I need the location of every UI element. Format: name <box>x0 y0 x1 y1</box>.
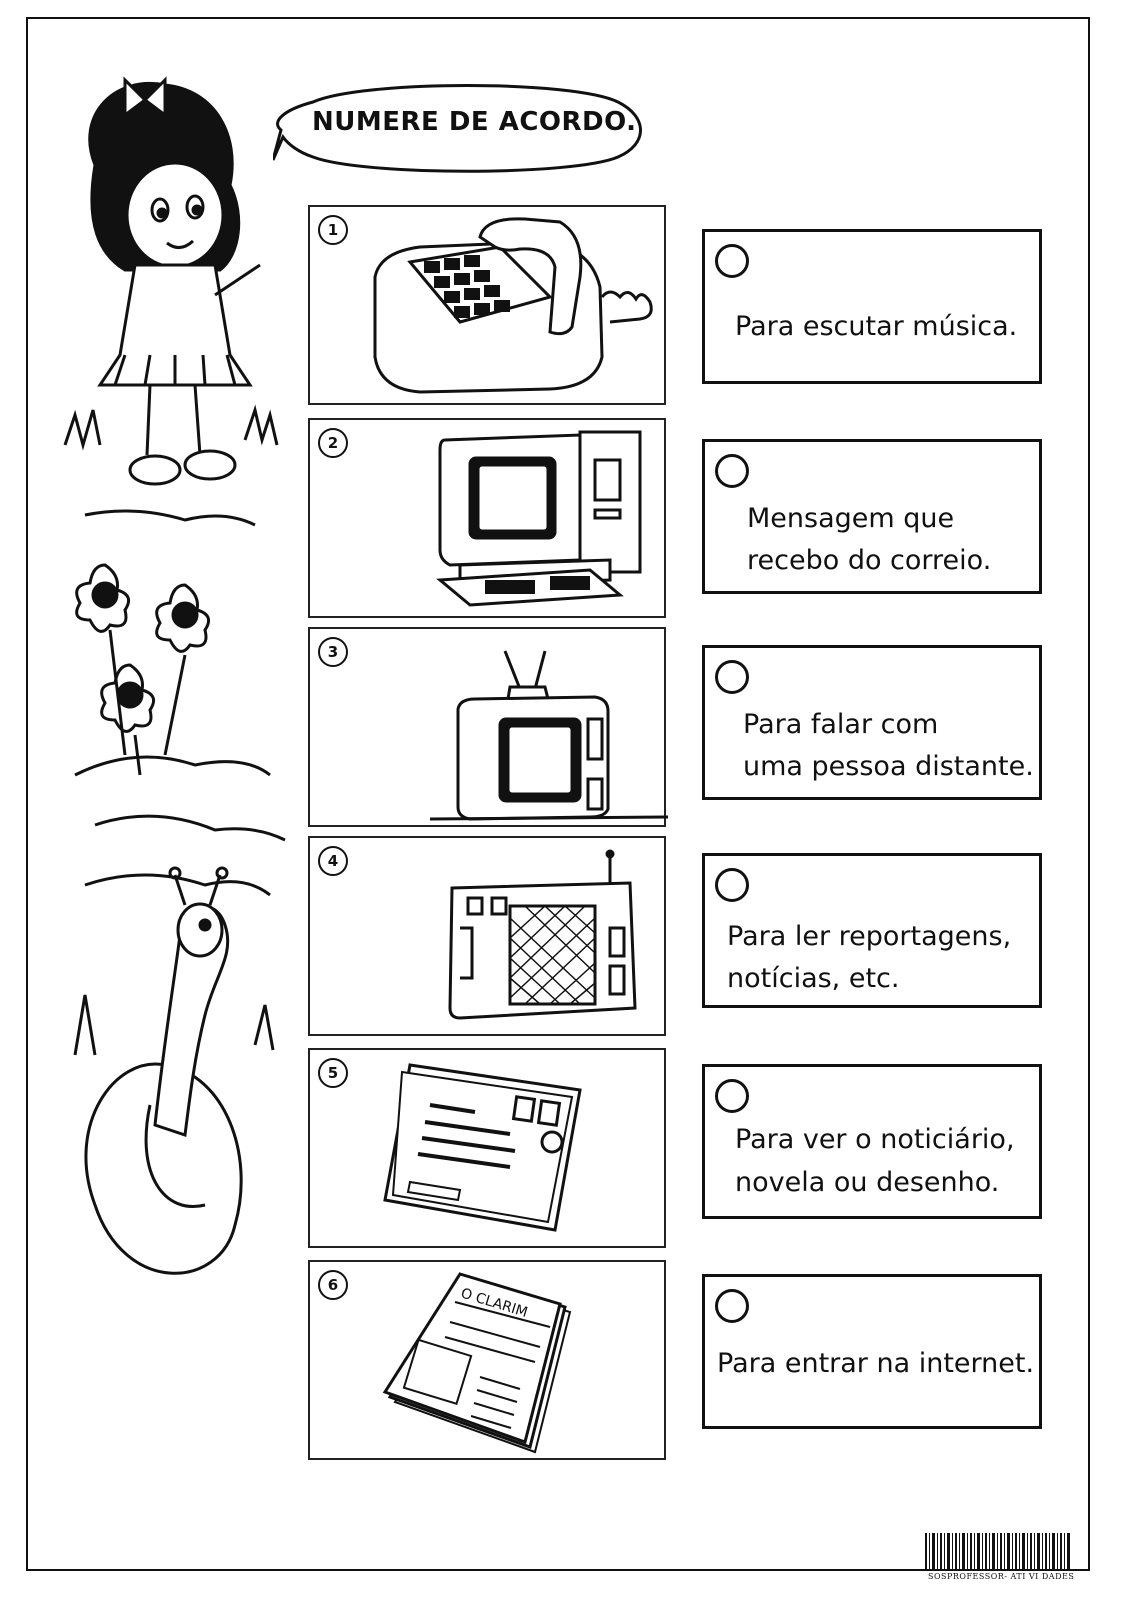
picture-box-4 <box>308 836 666 1036</box>
description-text: Para falar com <box>743 709 939 740</box>
description-box-6 <box>702 1274 1042 1429</box>
picture-box-6 <box>308 1260 666 1460</box>
description-box-4 <box>702 853 1042 1008</box>
newspaper-masthead: O CLARIM <box>458 1285 530 1321</box>
letter-icon <box>310 1050 668 1250</box>
answer-circle[interactable] <box>715 244 749 278</box>
description-box-1 <box>702 229 1042 384</box>
description-text: Para ver o noticiário, <box>735 1124 1015 1155</box>
picture-box-3 <box>308 627 666 827</box>
girl-and-snail-illustration <box>55 55 300 1325</box>
newspaper-icon <box>310 1262 668 1462</box>
description-text: Para ler reportagens, <box>727 921 1012 952</box>
description-text: Mensagem que <box>747 503 955 534</box>
barcode <box>925 1533 1075 1573</box>
picture-box-2 <box>308 418 666 618</box>
description-box-3 <box>702 645 1042 800</box>
item-number: 6 <box>318 1270 348 1300</box>
computer-icon <box>310 420 668 620</box>
answer-circle[interactable] <box>715 868 749 902</box>
answer-circle[interactable] <box>715 1289 749 1323</box>
description-text: recebo do correio. <box>747 545 992 576</box>
item-number: 5 <box>318 1058 348 1088</box>
picture-box-1 <box>308 205 666 405</box>
radio-icon <box>310 838 668 1038</box>
answer-circle[interactable] <box>715 660 749 694</box>
answer-circle[interactable] <box>715 1079 749 1113</box>
item-number: 1 <box>318 215 348 245</box>
description-text: notícias, etc. <box>727 963 900 994</box>
description-text: Para escutar música. <box>735 311 1018 342</box>
description-text: Para entrar na internet. <box>717 1348 1035 1379</box>
item-number: 4 <box>318 846 348 876</box>
item-number: 2 <box>318 428 348 458</box>
instruction-text: NUMERE DE ACORDO. <box>312 107 637 137</box>
description-text: uma pessoa distante. <box>743 751 1034 782</box>
barcode-label: SOSPROFESSOR- ATI VI DADES <box>928 1572 1075 1581</box>
description-text: novela ou desenho. <box>735 1167 1000 1198</box>
telephone-icon <box>310 207 668 407</box>
description-box-2 <box>702 439 1042 594</box>
picture-box-5 <box>308 1048 666 1248</box>
item-number: 3 <box>318 637 348 667</box>
television-icon <box>310 629 668 829</box>
description-box-5 <box>702 1064 1042 1219</box>
answer-circle[interactable] <box>715 454 749 488</box>
